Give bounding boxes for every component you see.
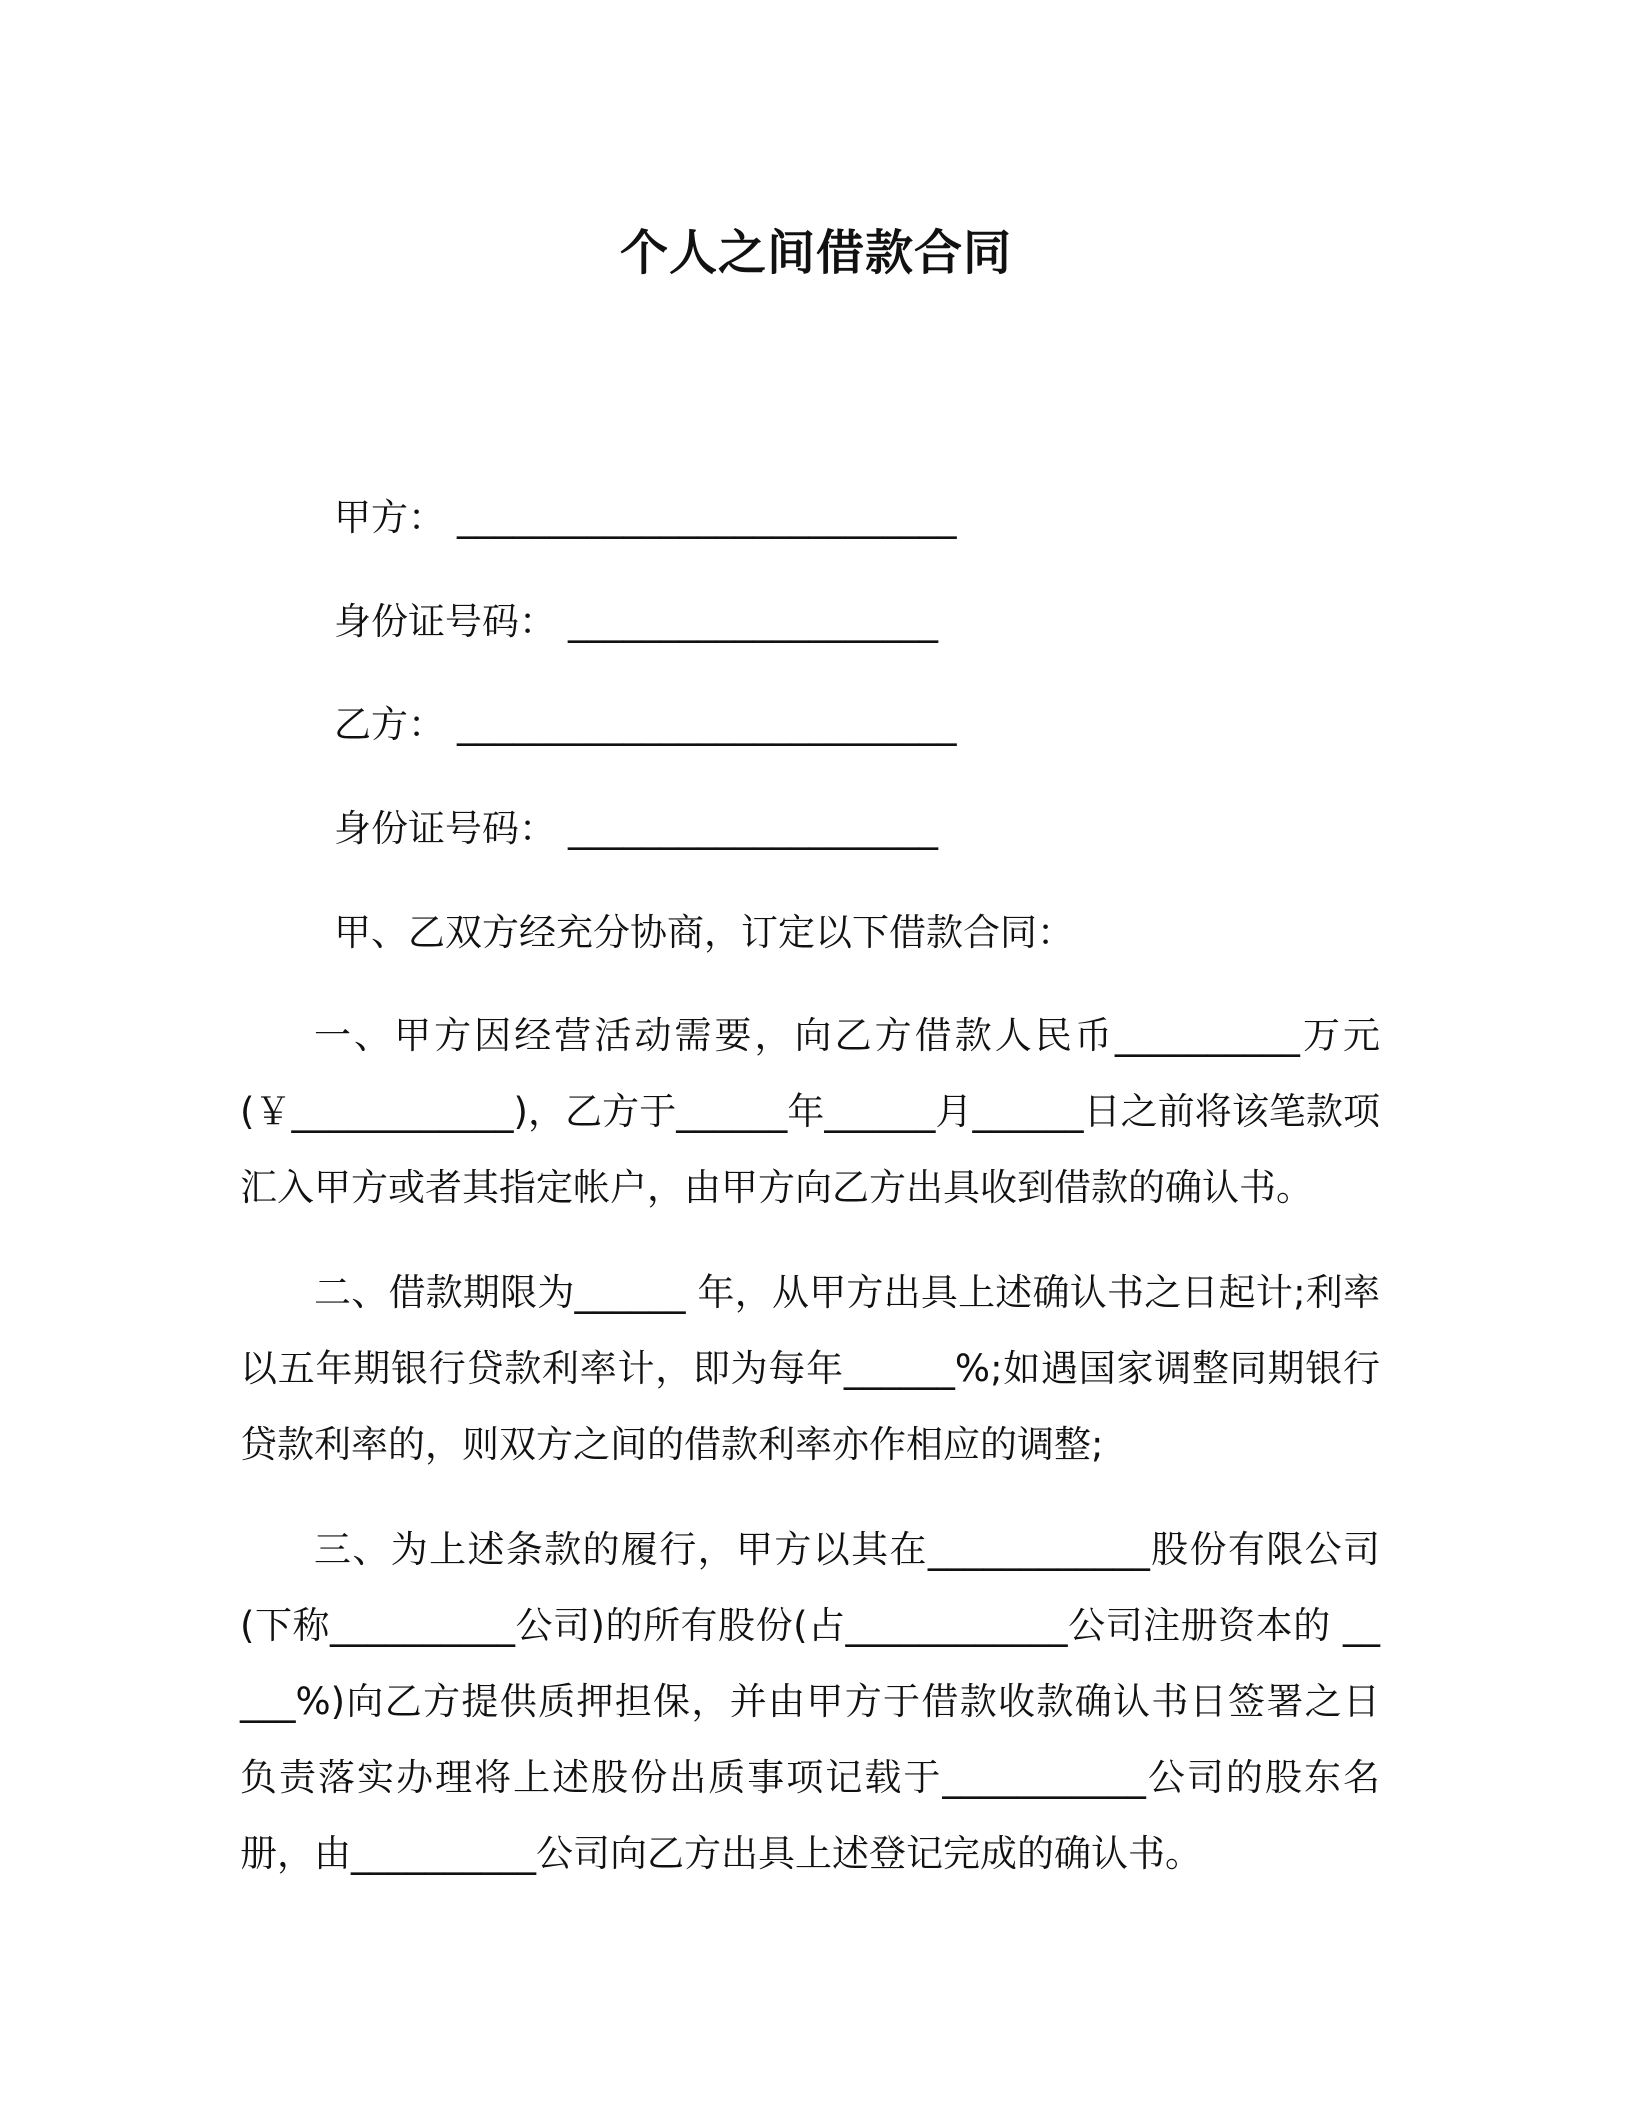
- party-a-id-blank: ____________________: [568, 600, 938, 643]
- clause-3-block: [240, 1512, 1380, 1892]
- party-b-id-field: [334, 801, 938, 857]
- party-a-field: [334, 490, 957, 546]
- party-b-id-blank: ____________________: [568, 807, 938, 850]
- party-b-label: 乙方：: [334, 703, 445, 746]
- party-a-label: 甲方：: [334, 496, 445, 539]
- clause-3: 三、为上述条款的履行，甲方以其在____________股份有限公司(下称__________公司)的所有股份(占____________公司注册资本的 _____%)向乙方提供质押担保，并由甲方于借款收款确认书日签署之日负责落实办理将上述股份出质事项记载于___________公司的股东名册，由__________公司向乙方出具上述登记完成的确认书。: [240, 1528, 1380, 1875]
- clause-1-block: [240, 998, 1380, 1226]
- party-b-id-label: 身份证号码：: [334, 807, 556, 850]
- party-a-blank: ___________________________: [457, 496, 957, 539]
- clause-2: 二、借款期限为______ 年，从甲方出具上述确认书之日起计;利率以五年期银行贷款利率计，即为每年______%;如遇国家调整同期银行贷款利率的，则双方之间的借款利率亦作相应的调整;: [240, 1271, 1380, 1466]
- clause-1: 一、甲方因经营活动需要，向乙方借款人民币__________万元(￥____________)，乙方于______年______月______日之前将该笔款项汇入甲方或者其指定帐户，由甲方向乙方出具收到借款的确认书。: [240, 1014, 1380, 1209]
- contract-intro: 甲、乙双方经充分协商，订定以下借款合同：: [334, 911, 1074, 954]
- clause-2-block: [240, 1255, 1380, 1483]
- party-a-id-label: 身份证号码：: [334, 600, 556, 643]
- page-title: 个人之间借款合同: [619, 225, 1012, 281]
- party-b-blank: ___________________________: [457, 703, 957, 746]
- party-a-id-field: [334, 594, 938, 650]
- party-b-field: [334, 697, 957, 753]
